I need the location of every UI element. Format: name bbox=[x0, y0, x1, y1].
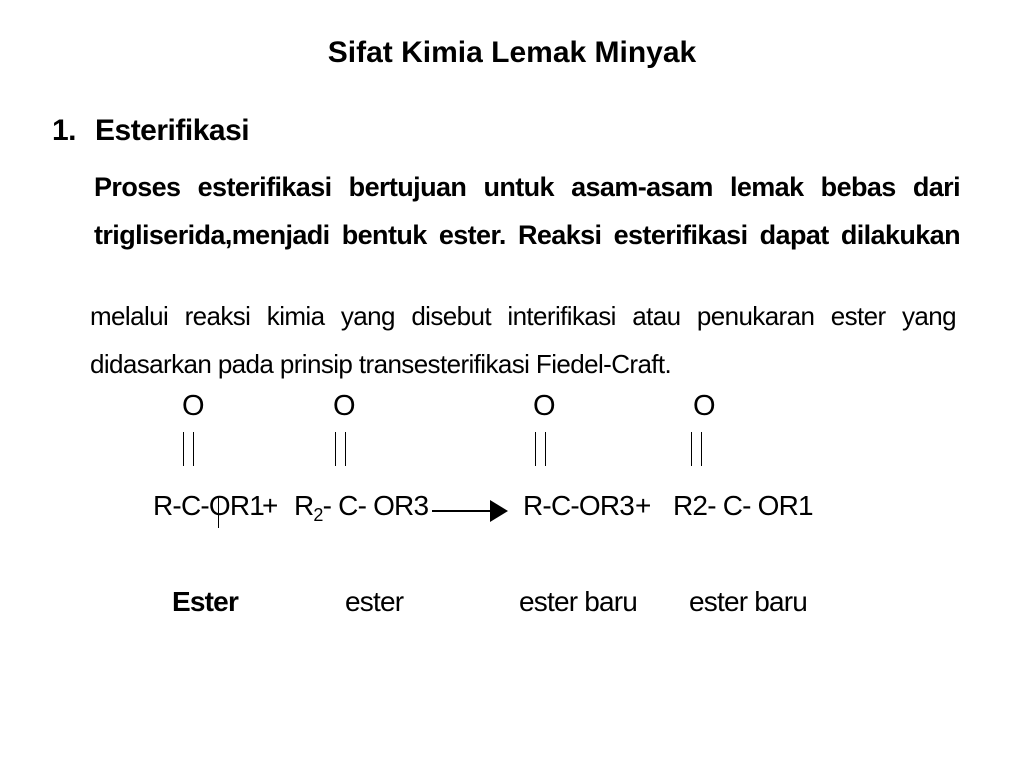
paragraph-2-line-1: melalui reaksi kimia yang disebut interifikasi atau penukaran ester yang bbox=[90, 301, 956, 331]
label-ester-baru-1: ester baru bbox=[519, 586, 638, 617]
label-ester-2: ester bbox=[345, 586, 404, 617]
paragraph-1-line-2: trigliserida,menjadi bentuk ester. Reaksi esterifikasi dapat dilakukan bbox=[94, 220, 960, 250]
paragraph-2 bbox=[90, 292, 956, 388]
reactant-1: R-C-OR1 bbox=[153, 490, 265, 521]
oxygen-atom-2: O bbox=[333, 390, 356, 422]
cursor-mark bbox=[218, 498, 219, 528]
label-ester-baru-2: ester baru bbox=[689, 586, 808, 617]
oxygen-atom-4: O bbox=[693, 390, 716, 422]
double-bond-4 bbox=[691, 432, 702, 466]
label-ester: Ester bbox=[172, 586, 239, 617]
heading-text: Esterifikasi bbox=[95, 114, 250, 147]
product-2: R2- C- OR1 bbox=[673, 490, 813, 521]
paragraph-1-line-1: Proses esterifikasi bertujuan untuk asam-asam lemak bebas dari bbox=[94, 172, 960, 202]
reactant-2: $R_2-$ C- OR3 bbox=[294, 490, 429, 525]
plus-sign-2: + bbox=[635, 490, 651, 521]
double-bond-1 bbox=[183, 432, 194, 466]
reaction-arrow-icon bbox=[430, 496, 510, 526]
heading-number: 1. bbox=[52, 114, 77, 147]
slide-title: Sifat Kimia Lemak Minyak bbox=[327, 36, 697, 69]
oxygen-atom-1: O bbox=[182, 390, 205, 422]
product-1: R-C-OR3 bbox=[523, 490, 635, 521]
section-heading bbox=[52, 114, 249, 148]
oxygen-atom-3: O bbox=[533, 390, 556, 422]
double-bond-2 bbox=[335, 432, 346, 466]
paragraph-2-line-2: didasarkan pada prinsip transesterifikasi Fiedel-Craft. bbox=[90, 349, 672, 379]
double-bond-3 bbox=[535, 432, 546, 466]
paragraph-1 bbox=[94, 163, 960, 259]
plus-sign-1: + bbox=[262, 490, 278, 521]
